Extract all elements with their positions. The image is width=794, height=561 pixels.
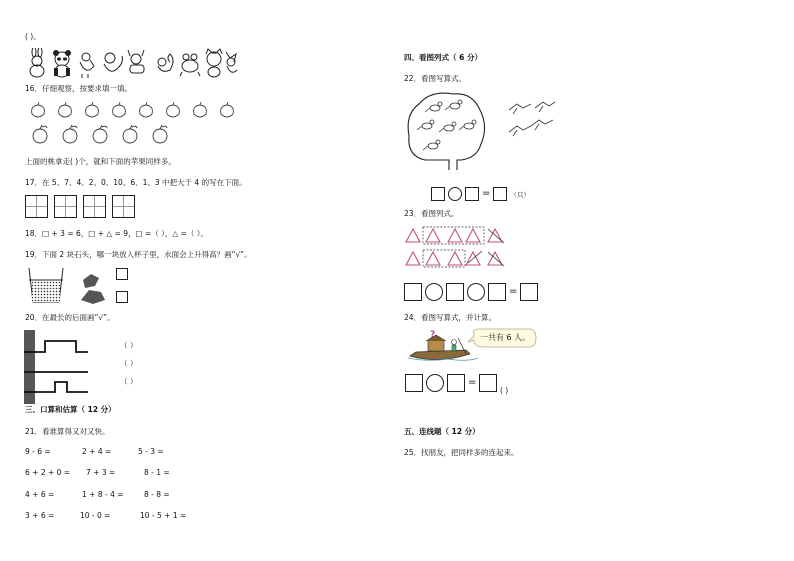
magpie-icon — [445, 100, 462, 110]
q20-paren-3[interactable]: （ ） — [120, 377, 138, 386]
q22-box-2[interactable] — [465, 187, 479, 201]
q23-box-1[interactable] — [404, 283, 422, 301]
q20-paren-1[interactable]: （ ） — [120, 341, 138, 350]
calc-4-3: 10 - 5 + 1 = — [140, 511, 187, 520]
line-3 — [24, 382, 88, 392]
triangle-icon — [426, 252, 440, 265]
apple-icon — [123, 125, 137, 143]
q17-answer-box-1[interactable] — [25, 195, 48, 218]
frog-icon — [180, 54, 200, 76]
q24-box-1[interactable] — [405, 374, 423, 392]
dog-icon — [128, 50, 144, 73]
q23-box-4[interactable] — [520, 283, 538, 301]
q18-title: 18．□ + 3 = 6，□ + △ = 9，□ =（ ），△ =（ ）。 — [25, 229, 208, 238]
q24-figure — [408, 328, 538, 366]
q24-title: 24．看图写算式，并计算。 — [404, 313, 497, 322]
q23-title: 23．看图列式。 — [404, 209, 459, 218]
squirrel-icon — [158, 54, 173, 71]
q24-box-3[interactable] — [479, 374, 497, 392]
apple-icon — [93, 125, 107, 143]
rabbit-icon — [30, 48, 44, 77]
q22-circle[interactable] — [448, 187, 462, 201]
calc-4-1: 3 + 6 = — [25, 511, 55, 520]
magpie-icon — [439, 122, 456, 132]
q23-figure — [404, 225, 514, 270]
q24-equals: = — [468, 377, 477, 388]
apple-icon — [63, 125, 77, 143]
q23-circle-1[interactable] — [425, 283, 443, 301]
q22-box-1[interactable] — [431, 187, 445, 201]
section3-title: 三、口算和估算（ 12 分） — [25, 405, 116, 414]
magpie-icon — [509, 104, 531, 114]
apple-row — [32, 124, 182, 144]
q23-circle-2[interactable] — [467, 283, 485, 301]
triangle-icon — [406, 229, 420, 242]
q17-title: 17．在 5、7、4、2、0、10、6、1、3 中把大于 4 的写在下面。 — [25, 178, 247, 187]
svg-text:?: ? — [430, 330, 436, 340]
q23-box-2[interactable] — [446, 283, 464, 301]
triangle-icon — [448, 229, 462, 242]
section4-title: 四、看图列式（ 6 分） — [404, 53, 482, 62]
q22-title: 22．看图写算式。 — [404, 74, 467, 83]
q22-equals: = — [482, 188, 491, 199]
q17-answer-box-2[interactable] — [54, 195, 77, 218]
q19-figure — [25, 266, 155, 306]
q19-check-box-2[interactable] — [116, 291, 128, 303]
peach-icon — [86, 102, 99, 117]
q20-title: 20．在最长的后面画“√”。 — [25, 313, 115, 322]
q16-text: 上面的桃拿走( )个，就和下面的苹果同样多。 — [25, 157, 176, 166]
calc-2-3: 8 - 1 = — [144, 468, 170, 477]
calc-1-3: 5 - 3 = — [138, 447, 164, 456]
monkey-icon — [104, 53, 123, 71]
q17-answer-box-4[interactable] — [112, 195, 135, 218]
magpie-icon — [425, 102, 442, 112]
q17-answer-box-3[interactable] — [83, 195, 106, 218]
panda-icon — [53, 50, 71, 77]
calc-3-3: 8 - 8 = — [144, 490, 170, 499]
peach-row — [28, 102, 248, 120]
q23-box-3[interactable] — [488, 283, 506, 301]
q23-equation — [404, 283, 538, 301]
q20-paren-2[interactable]: （ ） — [120, 359, 138, 368]
apple-icon — [153, 125, 167, 143]
q24-equation — [405, 374, 497, 392]
q24-paren[interactable]: ( ) — [500, 386, 509, 395]
calc-2-2: 7 + 3 = — [86, 468, 116, 477]
q24-circle[interactable] — [426, 374, 444, 392]
calc-1-2: 2 + 4 = — [82, 447, 112, 456]
triangle-icon — [426, 229, 440, 242]
peach-icon — [140, 102, 153, 117]
calc-4-2: 10 - 0 = — [80, 511, 111, 520]
triangle-icon — [406, 252, 420, 265]
line-1 — [24, 341, 88, 352]
q22-figure — [405, 90, 565, 170]
magpie-icon — [509, 126, 531, 136]
q22-unit: （只） — [510, 190, 530, 199]
boat-icon — [408, 330, 478, 360]
animals-row — [24, 48, 239, 78]
cat-icon — [206, 49, 222, 77]
q21-title: 21．看谁算得又对又快。 — [25, 427, 110, 436]
triangle-icon — [448, 252, 462, 265]
q16-title: 16．仔细观察，按要求填一填。 — [25, 84, 133, 93]
q22-equation — [431, 187, 530, 201]
magpie-icon — [417, 120, 434, 130]
peach-icon — [32, 102, 45, 117]
magpie-icon — [531, 120, 553, 130]
apple-icon — [33, 125, 47, 143]
cup-icon — [29, 268, 63, 302]
magpie-icon — [423, 140, 440, 150]
magpie-icon — [459, 120, 476, 130]
q24-bubble-text: 一共有 6 人。 — [480, 333, 531, 342]
calc-1-1: 9 - 6 = — [25, 447, 51, 456]
q19-check-box-1[interactable] — [116, 268, 128, 280]
magpie-icon — [535, 102, 555, 112]
section5-title: 五、连线题（ 12 分） — [404, 427, 480, 436]
q25-title: 25．找朋友，把同样多的连起来。 — [404, 448, 519, 457]
q22-box-3[interactable] — [493, 187, 507, 201]
q24-box-2[interactable] — [447, 374, 465, 392]
q23-equals: = — [509, 286, 518, 297]
top-blank: ( )。 — [25, 32, 41, 41]
peach-icon — [59, 102, 72, 117]
q19-title: 19．下面 2 块石头，哪一块放入杯子里，水面会上升得高？画“√”。 — [25, 250, 252, 259]
calc-2-1: 6 + 2 + 0 = — [25, 468, 71, 477]
tree-icon — [408, 93, 484, 170]
calc-3-1: 4 + 6 = — [25, 490, 55, 499]
peach-icon — [194, 102, 207, 117]
fox-icon — [226, 52, 237, 72]
peach-icon — [167, 102, 180, 117]
peach-icon — [221, 102, 234, 117]
calc-3-2: 1 + 8 - 4 = — [82, 490, 124, 499]
triangle-icon — [466, 229, 480, 242]
bird-icon — [80, 53, 94, 78]
peach-icon — [113, 102, 126, 117]
stone-icon — [81, 274, 105, 304]
